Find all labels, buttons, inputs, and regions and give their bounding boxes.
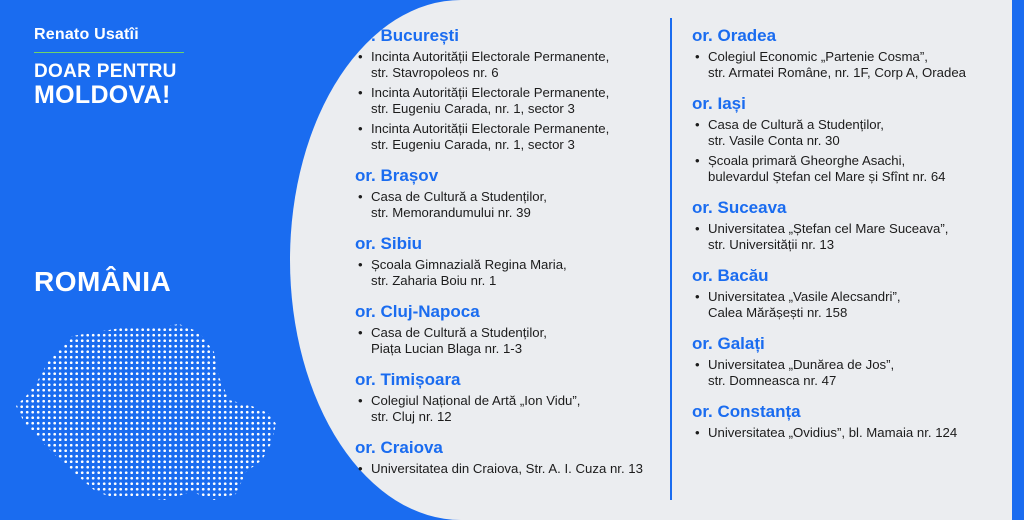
brand-underline xyxy=(34,52,184,53)
address-text xyxy=(371,189,665,221)
city-name: or. Suceava xyxy=(692,198,787,217)
address-item xyxy=(355,85,665,117)
bullet-icon: • xyxy=(358,393,363,408)
brand-block xyxy=(34,26,184,109)
bullet-icon: • xyxy=(358,325,363,340)
city-section xyxy=(692,334,1002,389)
section-gap xyxy=(355,225,665,234)
address-line: bulevardul Ștefan cel Mare și Sfînt nr. 64 xyxy=(708,169,946,184)
address-line: str. Eugeniu Carada, nr. 1, sector 3 xyxy=(371,137,575,152)
bullet-icon: • xyxy=(358,189,363,204)
bullet-icon: • xyxy=(358,121,363,136)
bullet-icon: • xyxy=(358,49,363,64)
address-text xyxy=(371,257,665,289)
address-line: Universitatea „Vasile Alecsandri”, xyxy=(708,289,901,304)
section-gap xyxy=(692,189,1002,198)
city-name: or. Galați xyxy=(692,334,765,353)
address-line: Universitatea „Dunărea de Jos”, xyxy=(708,357,895,372)
city-section xyxy=(355,370,665,425)
brand-name: Renato Usatîi xyxy=(34,26,139,43)
address-text xyxy=(371,49,665,81)
address-item xyxy=(692,153,1002,185)
address-item xyxy=(692,49,1002,81)
address-item xyxy=(692,357,1002,389)
bullet-icon: • xyxy=(695,221,700,236)
address-text xyxy=(371,325,665,357)
column-divider xyxy=(670,18,672,500)
bullet-icon: • xyxy=(695,425,700,440)
section-gap xyxy=(355,429,665,438)
address-line: Universitatea „Ștefan cel Mare Suceava”, xyxy=(708,221,949,236)
city-name: or. Oradea xyxy=(692,26,777,45)
address-line: Școala primară Gheorghe Asachi, xyxy=(708,153,906,168)
country-title: ROMÂNIA xyxy=(34,266,172,297)
city-name: or. Constanța xyxy=(692,402,801,421)
address-text xyxy=(371,85,665,117)
address-line: str. Stavropoleos nr. 6 xyxy=(371,65,499,80)
city-section xyxy=(355,234,665,289)
address-line: Colegiul Economic „Partenie Cosma”, xyxy=(708,49,928,64)
address-item xyxy=(692,117,1002,149)
address-item xyxy=(692,289,1002,321)
section-gap xyxy=(692,85,1002,94)
section-gap xyxy=(355,293,665,302)
bullet-icon: • xyxy=(695,49,700,64)
section-gap xyxy=(355,361,665,370)
right-address-column xyxy=(692,26,1002,445)
city-name: or. Iași xyxy=(692,94,746,113)
address-line: Incinta Autorității Electorale Permanente, xyxy=(371,85,610,100)
address-line: Școala Gimnazială Regina Maria, xyxy=(371,257,567,272)
bullet-icon: • xyxy=(358,85,363,100)
address-line: str. Zaharia Boiu nr. 1 xyxy=(371,273,497,288)
bullet-icon: • xyxy=(358,257,363,272)
address-line: Piața Lucian Blaga nr. 1-3 xyxy=(371,341,523,356)
address-text xyxy=(708,153,1002,185)
address-item xyxy=(355,121,665,153)
address-text xyxy=(371,461,665,477)
address-line: Incinta Autorității Electorale Permanente, xyxy=(371,49,610,64)
address-item xyxy=(692,425,1002,441)
city-name: or. Brașov xyxy=(355,166,439,185)
address-text xyxy=(708,357,1002,389)
city-name: or. București xyxy=(355,26,459,45)
city-section xyxy=(692,402,1002,441)
bullet-icon: • xyxy=(695,153,700,168)
bullet-icon: • xyxy=(695,289,700,304)
city-section xyxy=(355,166,665,221)
city-name: or. Bacău xyxy=(692,266,769,285)
bullet-icon: • xyxy=(695,357,700,372)
address-line: Calea Mărășești nr. 158 xyxy=(708,305,848,320)
city-name: or. Craiova xyxy=(355,438,443,457)
address-item xyxy=(355,325,665,357)
left-address-column xyxy=(355,26,665,481)
city-name: or. Timișoara xyxy=(355,370,461,389)
address-item xyxy=(355,257,665,289)
city-section xyxy=(692,26,1002,81)
address-line: Universitatea „Ovidius”, bl. Mamaia nr. 124 xyxy=(708,425,958,440)
address-item xyxy=(355,461,665,477)
address-line: str. Domneasca nr. 47 xyxy=(708,373,837,388)
city-section xyxy=(355,302,665,357)
address-text xyxy=(708,221,1002,253)
address-item xyxy=(355,189,665,221)
address-line: str. Cluj nr. 12 xyxy=(371,409,452,424)
brand-slogan-line1: DOAR PENTRU xyxy=(34,61,177,82)
address-line: Casa de Cultură a Studenților, xyxy=(371,189,547,204)
address-text xyxy=(708,117,1002,149)
address-line: str. Memorandumului nr. 39 xyxy=(371,205,531,220)
address-text xyxy=(371,393,665,425)
address-text xyxy=(708,49,1002,81)
address-line: Incinta Autorității Electorale Permanente, xyxy=(371,121,610,136)
address-item xyxy=(355,49,665,81)
bullet-icon: • xyxy=(695,117,700,132)
address-line: str. Universității nr. 13 xyxy=(708,237,835,252)
city-section xyxy=(355,26,665,153)
section-gap xyxy=(692,325,1002,334)
city-name: or. Cluj-Napoca xyxy=(355,302,480,321)
section-gap xyxy=(692,257,1002,266)
city-section xyxy=(692,198,1002,253)
right-accent-strip xyxy=(1012,0,1024,520)
address-line: str. Armatei Române, nr. 1F, Corp A, Oradea xyxy=(708,65,967,80)
address-line: Colegiul Național de Artă „Ion Vidu”, xyxy=(371,393,581,408)
section-gap xyxy=(355,157,665,166)
city-section xyxy=(692,94,1002,185)
brand-slogan-line2: MOLDOVA! xyxy=(34,81,171,109)
address-line: str. Vasile Conta nr. 30 xyxy=(708,133,840,148)
address-line: str. Eugeniu Carada, nr. 1, sector 3 xyxy=(371,101,575,116)
city-section xyxy=(355,438,665,477)
address-text xyxy=(708,425,1002,441)
romania-map-icon xyxy=(14,322,276,512)
address-line: Universitatea din Craiova, Str. A. I. Cuza nr. 13 xyxy=(371,461,643,476)
address-text xyxy=(371,121,665,153)
address-line: Casa de Cultură a Studenților, xyxy=(708,117,884,132)
section-gap xyxy=(692,393,1002,402)
address-text xyxy=(708,289,1002,321)
address-item xyxy=(692,221,1002,253)
bullet-icon: • xyxy=(358,461,363,476)
city-name: or. Sibiu xyxy=(355,234,423,253)
address-line: Casa de Cultură a Studenților, xyxy=(371,325,547,340)
address-item xyxy=(355,393,665,425)
city-section xyxy=(692,266,1002,321)
